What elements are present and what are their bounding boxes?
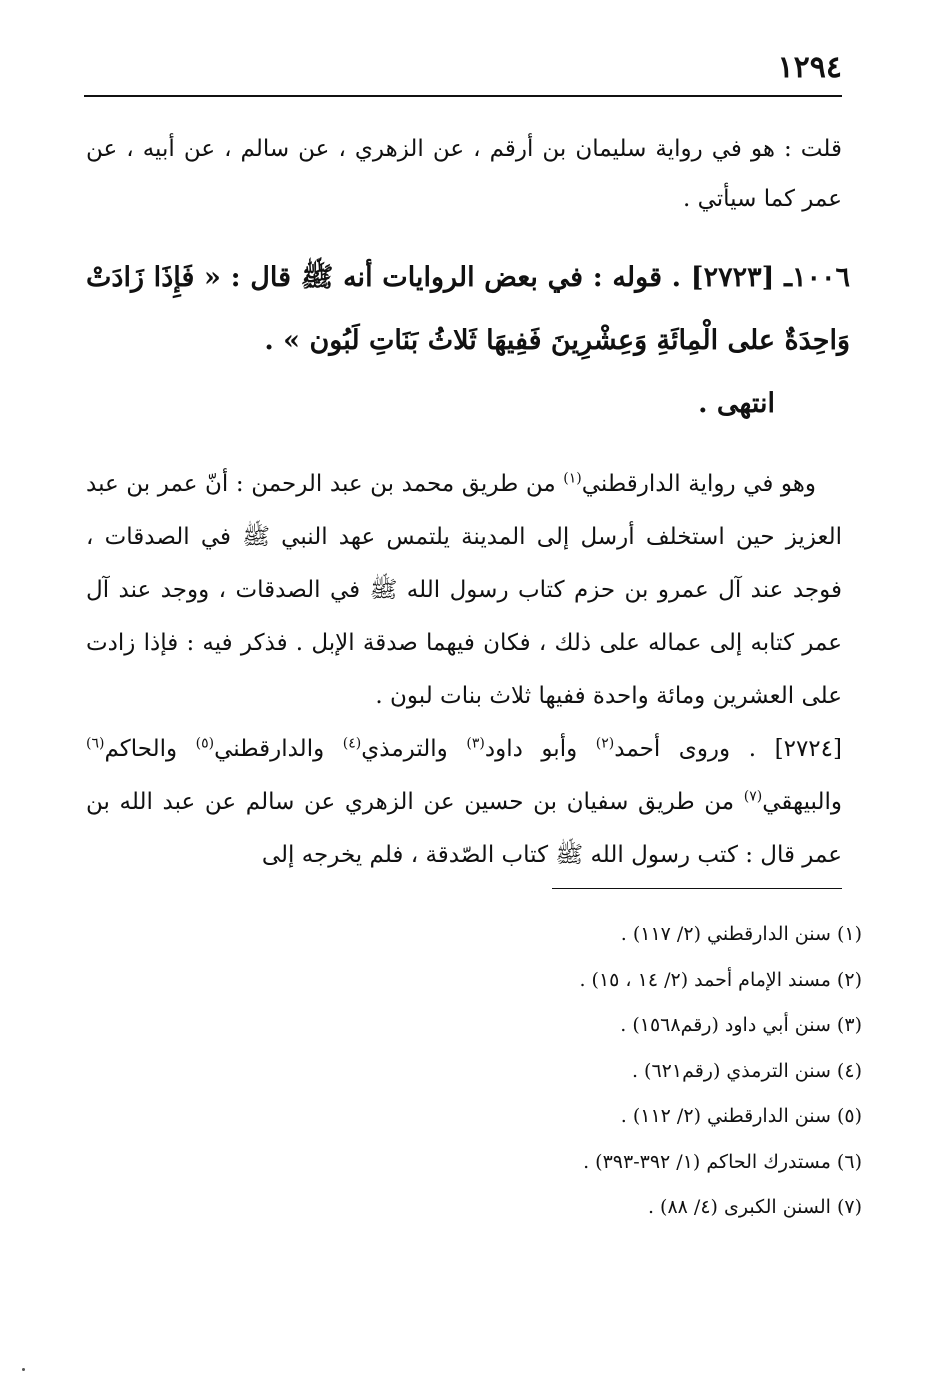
narration-text-2: وأبو داود bbox=[484, 736, 596, 762]
intro-paragraph: قلت : هو في رواية سليمان بن أرقم ، عن الزهري ، عن سالم ، عن أبيه ، عن عمر كما سيأتي . bbox=[86, 136, 842, 212]
footnote-7: (٧) السنن الكبرى (٤/ ٨٨) . bbox=[647, 1196, 862, 1218]
intro-paragraph-block bbox=[86, 124, 842, 224]
footnotes-list bbox=[302, 912, 862, 1231]
commentary-text-a: وهو في رواية الدارقطني bbox=[581, 471, 816, 497]
page-number: ١٢٩٤ bbox=[777, 50, 842, 85]
footnote-divider bbox=[552, 888, 842, 889]
footnote-ref-2[interactable]: (٢) bbox=[595, 735, 615, 752]
footnote-ref-5[interactable]: (٥) bbox=[195, 735, 215, 752]
narration-text-3: والترمذي bbox=[361, 736, 467, 762]
footnote-1: (١) سنن الدارقطني (٢/ ١١٧) . bbox=[620, 923, 862, 945]
commentary-text-b: من طريق محمد بن عبد الرحمن : أنّ عمر بن عبد العزيز حين استخلف أرسل إلى المدينة يلتمس عهد النبي ﷺ في الصدقات ، فوجد عند آل عمرو بن حزم كتاب رسول الله ﷺ في الصدقات ، ووجد عند آل عمر كتابه إلى عماله على ذلك ، فكان فيهما صدقة الإبل . فذكر فيه : فإذا زادت على العشرين ومائة واحدة ففيها ثلاث بنات لبون . bbox=[86, 471, 842, 709]
narration-text-5: والحاكم bbox=[104, 736, 196, 762]
narration-text-7: من طريق سفيان بن حسين عن الزهري عن سالم عن عبد الله بن عمر قال : كتب رسول الله ﷺ كتاب الصّدقة ، فلم يخرجه إلى bbox=[86, 789, 842, 868]
heading-line-main: ١٠٠٦ـ [٢٧٢٣] . قوله : في بعض الروايات أنه ﷺ قال : « فَإِذَا زَادَتْ وَاحِدَةٌ على الْمِائَةِ وَعِشْرِينَ فَفِيهَا ثَلاثُ بَنَاتِ لَبُون » . bbox=[86, 262, 851, 356]
footnote-5: (٥) سنن الدارقطني (٢/ ١١٢) . bbox=[620, 1105, 862, 1127]
hadith-heading bbox=[86, 246, 850, 435]
footnote-ref-7[interactable]: (٧) bbox=[743, 788, 763, 805]
footnote-ref-6[interactable]: (٦) bbox=[86, 735, 105, 752]
narration-paragraph bbox=[86, 723, 842, 882]
footnote-ref-4[interactable]: (٤) bbox=[342, 735, 362, 752]
heading-line-end: انتهى . bbox=[698, 388, 775, 419]
commentary-block bbox=[86, 458, 842, 882]
scan-speck bbox=[22, 1368, 25, 1371]
narration-text-1: [٢٧٢٤] . وروى أحمد bbox=[614, 736, 842, 762]
commentary-paragraph bbox=[86, 458, 842, 723]
footnote-6: (٦) مستدرك الحاكم (١/ ٣٩٢-٣٩٣) . bbox=[583, 1150, 862, 1173]
header-divider bbox=[84, 95, 842, 97]
narration-text-4: والدارقطني bbox=[214, 736, 343, 762]
footnote-2: (٢) مسند الإمام أحمد (٢/ ١٤ ، ١٥) . bbox=[579, 968, 862, 991]
footnote-ref-3[interactable]: (٣) bbox=[466, 735, 485, 752]
footnote-3: (٣) سنن أبي داود (رقم١٥٦٨) . bbox=[620, 1014, 862, 1036]
footnote-4: (٤) سنن الترمذي (رقم٦٢١) . bbox=[631, 1059, 862, 1082]
footnote-ref-1[interactable]: (١) bbox=[563, 470, 582, 487]
narration-text-6: والبيهقي bbox=[762, 789, 842, 815]
